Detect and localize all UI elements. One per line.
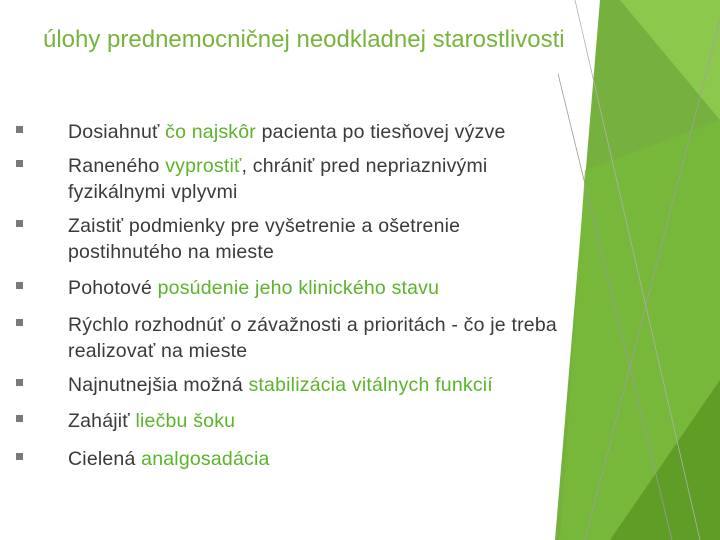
item-text: Cielená [68, 448, 142, 470]
item-text: Pohotové [68, 277, 158, 299]
item-text-line2: postihnutého na mieste [68, 241, 275, 263]
square-bullet-icon [16, 379, 23, 386]
page-title: úlohy prednemocničnej neodkladnej starostlivosti [43, 26, 565, 53]
item-text: Zaistiť podmienky pre vyšetrenie a ošetrenie [68, 215, 461, 237]
item-text: Rýchlo rozhodnúť o závažnosti a prioritách - čo je treba [68, 314, 557, 336]
item-highlight: posúdenie jeho klinického stavu [157, 277, 440, 299]
square-bullet-icon [16, 319, 23, 326]
item-text-line2: fyzikálnymi vplyvmi [68, 181, 238, 203]
item-text: , chrániť pred nepriaznivými [241, 155, 488, 177]
item-highlight: analgosadácia [141, 448, 270, 470]
list-item-text [68, 153, 708, 205]
square-bullet-icon [16, 415, 23, 422]
item-text: Raneného [68, 155, 166, 177]
item-text: Zahájiť [68, 410, 136, 432]
list-item-text [68, 312, 708, 364]
list-item-text [68, 275, 708, 301]
item-text: Najnutnejšia možná [68, 374, 249, 396]
square-bullet-icon [16, 126, 23, 133]
list-item-text [68, 446, 708, 472]
list-item-text [68, 119, 708, 145]
item-highlight: vyprostiť [165, 155, 242, 177]
item-text: pacienta po tiesňovej výzve [256, 121, 506, 143]
square-bullet-icon [16, 453, 23, 460]
list-item-text [68, 408, 708, 434]
square-bullet-icon [16, 282, 23, 289]
square-bullet-icon [16, 160, 23, 167]
item-text: Dosiahnuť [68, 121, 166, 143]
item-text-line2: realizovať na mieste [68, 340, 248, 362]
square-bullet-icon [16, 220, 23, 227]
item-highlight: stabilizácia vitálnych funkcií [248, 374, 493, 396]
list-item-text [68, 372, 708, 398]
item-highlight: čo najskôr [165, 121, 256, 143]
item-highlight: liečbu šoku [135, 410, 236, 432]
list-item-text [68, 213, 708, 265]
